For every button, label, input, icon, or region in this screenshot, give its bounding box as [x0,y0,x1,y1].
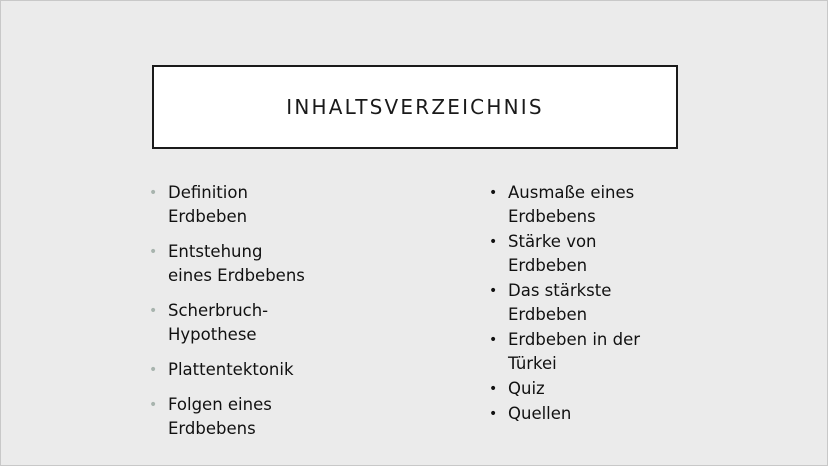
toc-item [149,240,349,288]
toc-item [489,230,709,278]
toc-item-line: Erdbeben in der [508,330,641,349]
toc-item-line: Erdbeben [508,305,588,324]
bullet-icon: • [149,303,158,319]
toc-item [489,279,709,327]
toc-item [489,181,709,229]
toc-item-line: Erdbeben [168,207,248,226]
toc-item-line: Das stärkste [508,281,612,300]
toc-list-right [489,181,709,427]
bullet-icon: • [149,397,158,413]
bullet-icon: • [149,244,158,260]
toc-item-line: Scherbruch- [168,301,269,320]
toc-item-line: Erdbebens [168,419,256,438]
toc-item-line: Definition [168,183,248,202]
toc-item [489,377,709,401]
toc-item-line: Quellen [508,404,572,423]
toc-item-line: Stärke von [508,232,597,251]
toc-item [149,358,349,382]
toc-item [149,299,349,347]
toc-item-line: Türkei [508,354,557,373]
toc-item-line: Erdbeben [508,256,588,275]
bullet-icon: • [489,381,498,397]
bullet-icon: • [489,234,498,250]
toc-list-left [149,181,349,452]
toc-item-line: Entstehung [168,242,263,261]
toc-item-line: Erdbebens [508,207,596,226]
toc-item [489,402,709,426]
bullet-icon: • [489,332,498,348]
toc-item [149,393,349,441]
slide-title: INHALTSVERZEICHNIS [286,95,544,119]
toc-item-line: Quiz [508,379,545,398]
toc-item-line: Folgen eines [168,395,272,414]
bullet-icon: • [149,362,158,378]
bullet-icon: • [149,185,158,201]
toc-item [489,328,709,376]
toc-item-line: eines Erdbebens [168,266,305,285]
title-box [152,65,678,149]
toc-item-line: Hypothese [168,325,257,344]
toc-item-line: Ausmaße eines [508,183,635,202]
bullet-icon: • [489,185,498,201]
toc-item [149,181,349,229]
bullet-icon: • [489,283,498,299]
bullet-icon: • [489,406,498,422]
toc-item-line: Plattentektonik [168,360,294,379]
